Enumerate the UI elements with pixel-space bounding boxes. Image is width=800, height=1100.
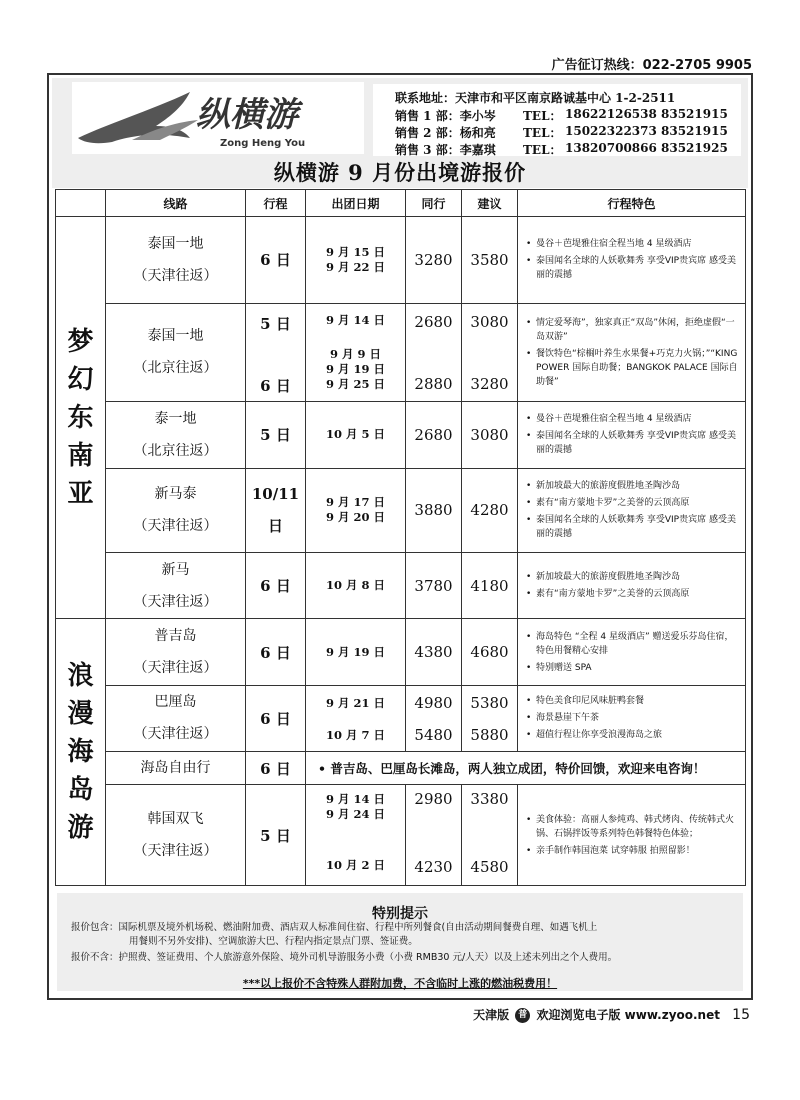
notes-title: 特别提示 [372,906,428,922]
peer-price: 2680 2880 [406,303,462,402]
contact-box [373,84,741,156]
features-cell: • 新加坡最大的旅游度假胜地圣陶沙岛 • 素有“南方蒙地卡罗”之美誉的云顶高原 • 泰国闻名全球的人妖歌舞秀 享受VIP贵宾席 感受美丽的震撼 [518,468,746,552]
contact-row-3: 销售 3 部：李嘉琪 TEL： 13820700866 83521925 [395,141,728,157]
special-notes [57,893,743,991]
header-route: 线路 [106,190,246,217]
days-cell: 6 日 [246,619,306,685]
free-travel-note: • 普吉岛、巴厘岛长滩岛，两人独立成团，特价回馈，欢迎来电咨询！ [306,752,746,785]
table-row [56,217,746,303]
company-logo [72,82,364,154]
route-cell: 新马泰 （天津往返） [106,468,246,552]
notes-disclaimer: ***以上报价不含特殊人群附加费，不含临时上涨的燃油税费用！ [242,977,558,990]
contact-address: 联系地址：天津市和平区南京路诚基中心 1-2-2511 [395,91,676,105]
peer-price: 2680 [406,402,462,468]
notes-include-1: 报价包含：国际机票及境外机场税、燃油附加费、酒店双人标准间住宿、行程中所列餐食(自由活动期间餐费自理、如遇飞机上 [71,922,598,933]
peer-price: 3280 [406,217,462,303]
days-cell: 6 日 [246,553,306,619]
table-row [56,303,746,402]
dates-cell: 9 月 19 日 [306,619,406,685]
days-cell: 6 日 [246,685,306,751]
dates-cell: 10 月 5 日 [306,402,406,468]
route-cell: 泰国一地 （北京往返） [106,303,246,402]
suggested-price: 3080 [462,402,518,468]
route-cell: 普吉岛 （天津往返） [106,619,246,685]
table-header-row [56,190,746,217]
peer-price: 3780 [406,553,462,619]
suggested-price: 4680 [462,619,518,685]
features-cell: • 海岛特色 “全程 4 星级酒店” 赠送爱乐芬岛住宿，特色用餐精心安排 • 特别赠送 SPA [518,619,746,685]
page-title: 纵横游 9 月份出境游报价 [273,160,527,185]
footer-edition: 天津版 [473,1008,510,1022]
route-cell: 泰一地 （北京往返） [106,402,246,468]
footer [473,1006,750,1023]
table-row [56,619,746,685]
header-peer-price: 同行 [406,190,462,217]
dates-cell: 10 月 8 日 [306,553,406,619]
days-cell: 5 日 [246,402,306,468]
contact-row-1: 销售 1 部：李小岑 TEL： 18622126538 83521915 [395,107,728,123]
features-cell: • 情定爱琴海”，独家真正“双岛”休闲，拒绝虚假“一岛双游” • 餐饮特色“棕榈叶养生水果餐+巧克力火锅；”“KING POWER 国际自助餐；BANGKOK PALACE 国际自助餐” [518,303,746,402]
days-cell: 6 日 [246,752,306,785]
table-row [56,468,746,552]
days-cell: 5 日 [246,785,306,886]
features-cell: • 新加坡最大的旅游度假胜地圣陶沙岛 • 素有“南方蒙地卡罗”之美誉的云顶高原 [518,553,746,619]
dates-cell: 9 月 14 日 9 月 9 日 9 月 19 日 9 月 25 日 [306,303,406,402]
dates-cell: 9 月 15 日 9 月 22 日 [306,217,406,303]
route-cell: 巴厘岛 （天津往返） [106,685,246,751]
notes-include-2: 用餐则不另外安排)、空调旅游大巴、行程内指定景点门票、签证费。 [129,936,418,947]
footer-text: 欢迎浏览电子版 [536,1008,621,1022]
footer-url[interactable]: www.zyoo.net [624,1008,720,1022]
header-blank [56,190,106,217]
table-row [56,752,746,785]
badge-icon: 普 [515,1008,530,1023]
dates-cell: 9 月 17 日 9 月 20 日 [306,468,406,552]
header-dates: 出团日期 [306,190,406,217]
ad-hotline: 广告征订热线：022-2705 9905 [551,58,752,73]
suggested-price: 3380 4580 [462,785,518,886]
route-cell: 韩国双飞 （天津往返） [106,785,246,886]
features-cell: • 曼谷＋芭堤雅住宿全程当地 4 星级酒店 • 泰国闻名全球的人妖歌舞秀 享受VIP贵宾席 感受美丽的震撼 [518,217,746,303]
suggested-price: 3580 [462,217,518,303]
header-features: 行程特色 [518,190,746,217]
suggested-price: 5380 5880 [462,685,518,751]
days-cell: 10/11 日 [246,468,306,552]
peer-price: 4380 [406,619,462,685]
dates-cell: 9 月 21 日 10 月 7 日 [306,685,406,751]
page-number: 15 [732,1007,750,1023]
logo-pinyin: Zong Heng You [220,138,306,149]
route-cell: 海岛自由行 [106,752,246,785]
contact-row-2: 销售 2 部：杨和亮 TEL： 15022322373 83521915 [395,124,728,140]
dates-cell: 9 月 14 日 9 月 24 日 10 月 2 日 [306,785,406,886]
features-cell: • 美食体验：高丽人参炖鸡、韩式烤肉、传统韩式火锅、石锅拌饭等系列特色韩餐特色体验； • 亲手制作韩国泡菜 试穿韩服 拍照留影！ [518,785,746,886]
peer-price: 2980 4230 [406,785,462,886]
header-suggested-price: 建议 [462,190,518,217]
days-cell: 6 日 [246,217,306,303]
suggested-price: 4280 [462,468,518,552]
peer-price: 4980 5480 [406,685,462,751]
region-island: 浪 漫 海 岛 游 [56,619,106,886]
suggested-price: 4180 [462,553,518,619]
route-cell: 泰国一地 （天津往返） [106,217,246,303]
table-row [56,553,746,619]
notes-exclude: 报价不含：护照费、签证费用、个人旅游意外保险、境外司机导游服务小费（小费 RMB30 元/人天）以及上述未列出之个人费用。 [71,952,618,963]
header-days: 行程 [246,190,306,217]
route-cell: 新马 （天津往返） [106,553,246,619]
table-row [56,685,746,751]
peer-price: 3880 [406,468,462,552]
table-row [56,785,746,886]
features-cell: • 曼谷＋芭堤雅住宿全程当地 4 星级酒店 • 泰国闻名全球的人妖歌舞秀 享受VIP贵宾席 感受美丽的震撼 [518,402,746,468]
suggested-price: 3080 3280 [462,303,518,402]
days-cell: 5 日 6 日 [246,303,306,402]
region-southeast-asia: 梦 幻 东 南 亚 [56,217,106,619]
logo-name: 纵横游 [196,95,298,135]
price-table [55,189,746,886]
features-cell: • 特色美食印尼风味脏鸭套餐 • 海景悬崖下午茶 • 超值行程让你享受浪漫海岛之旅 [518,685,746,751]
table-row [56,402,746,468]
